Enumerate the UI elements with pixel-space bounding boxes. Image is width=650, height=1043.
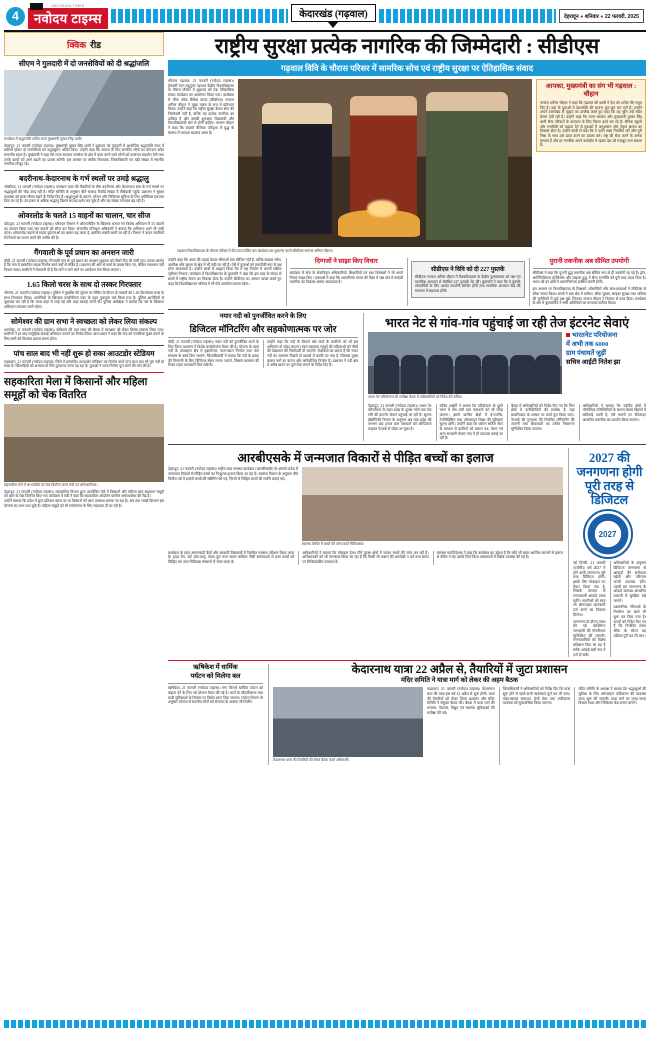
census-headline[interactable]: 2027 की जनगणना होगी पूरी तरह से डिजिटल bbox=[576, 451, 643, 508]
qr-body-1: जोशीमठ, 21 फरवरी (नवोदय टाइम्स)। चारधाम यात्रा की तैयारियों के बीच बदरीनाथ और केदारनाथ धाम के गर्भ स्थलों पर श्रद्धालुओं की भीड़ उमड़ रही है। मंदिर समिति के अनुसार बीते सप्ताह रिकॉर्ड संख्या में तीर्थयात्री पहुंचे। प्रशासन ने सुरक्षा व्यवस्था को चाक-चौबंद रखने के निर्देश दिए हैं। श्रद्धालुओं के ठहरने, भोजन और चिकित्सा सुविधा के लिए अतिरिक्त इंतजाम किए जा रहे हैं। 20 हजार से अधिक श्रद्धालु पिछले सप्ताह दर्शन कर चुके हैं और यह संख्या लगातार बढ़ रही है। bbox=[4, 185, 164, 204]
census-body-2: अधिकारियों के अनुसार डिजिटल जनगणना से आंकड़ों की सटीकता बढ़ेगी और परिणाम जल्दी उपलब्ध होंगे। पहली बार जनगणना के आंकड़े क्लाउड आधारित प्रणाली में सुरक्षित रखे जाएंगे। bbox=[613, 561, 646, 603]
bullet-icon bbox=[566, 333, 570, 337]
lead-pura-title: पुरानी तकनीक अब सीमित उपयोगी bbox=[549, 258, 630, 265]
lead-col-b bbox=[286, 258, 404, 306]
qr-headline-1[interactable]: बदरीनाथ-केदारनाथ के गर्भ स्थलों पर उमड़े श्रद्धालु bbox=[19, 174, 149, 184]
dateline bbox=[559, 9, 644, 23]
nayar-kicker-2[interactable]: डिजिटल मॉनिटरिंग और सहकोणात्मक पर जोर bbox=[189, 323, 337, 334]
lead-col-a bbox=[168, 258, 282, 306]
bharatnet-subhead-block bbox=[566, 332, 646, 402]
quick-read-label-black: रीड bbox=[90, 40, 101, 50]
rbsk-body-4: स्वास्थ्य महानिदेशक ने कहा कि कार्यक्रम का उद्देश्य है कि कोई भी बच्चा आर्थिक कारणों से इलाज से वंचित न रहे। इसके लिए जिला अस्पतालों में विशेष व्यवस्था की गई है। bbox=[436, 550, 563, 560]
lead-smallbox-body: कार्यक्रम में सेना के सेवानिवृत्त अधिकारियों, शिक्षाविदों एवं रक्षा विशेषज्ञों ने भी अपने विचार साझा किए। वक्ताओं ने कहा कि आत्मनिर्भर भारत की दिशा में रक्षा क्षेत्र में स्वदेशी तकनीक का विकास अत्यंत आवश्यक है। bbox=[289, 271, 403, 285]
bottom-left-headline[interactable]: सहकारिता मेला में किसानों और महिला समूहों को चेक वितरित bbox=[4, 377, 148, 402]
bharatnet-sub-0: भारतनेट परियोजना bbox=[572, 331, 618, 339]
rbsk-caption: स्वास्थ्य शिविर में बच्चों की जांच करते चिकित्सक। bbox=[302, 542, 365, 547]
qr-body-0: देहरादून, 21 फरवरी (नवोदय टाइम्स)। मुख्यमंत्री पुष्कर सिंह धामी ने शुक्रवार को गुलदारी में आयोजित श्रद्धांजलि सभा में शामिल होकर दो जनसेवियों को श्रद्धासुमन अर्पित किए। उन्होंने कहा कि समाज के लिए समर्पित लोगों का योगदान सदैव स्मरणीय रहता है। मुख्यमंत्री ने कहा कि राज्य सरकार जनसेवा के क्षेत्र में काम करने वाले लोगों को हरसंभव सहयोग देगी तथा उनके कार्यों को आगे बढ़ाने का प्रयास करेगी। इस अवसर पर क्षेत्रीय विधायक, जिलाधिकारी एवं बड़ी संख्या में स्थानीय नागरिक मौजूद रहे। bbox=[4, 143, 164, 167]
census-body-3: जनगणना के दौरान एकत्र की गई व्यक्तिगत जानकारी की गोपनीयता सुनिश्चित की जाएगी। गणनाकर्मियों को विशेष प्रशिक्षण दिया जा रहा है ताकि आंकड़े सही रूप में दर्ज हो सकें। bbox=[573, 619, 606, 657]
qr-caption-0: कार्यक्रम में श्रद्धांजलि अर्पित करते मुख्यमंत्री पुष्कर सिंह धामी। bbox=[4, 137, 83, 141]
lead-photo bbox=[238, 79, 532, 247]
census-body-1: नई दिल्ली, 21 फरवरी (एजेंसी)। वर्ष 2027 में होने वाली जनगणना पूरी तरह डिजिटल होगी। इसके लिए मोबाइल एप तैयार किया गया है, जिसके माध्यम से गणनाकर्मी आंकड़े एकत्र करेंगे। नागरिकों को स्वयं भी ऑनलाइन जानकारी दर्ज करने का विकल्प मिलेगा। bbox=[573, 561, 606, 617]
bottom-right-body-2: जिलाधिकारी ने अधिकारियों को निर्देश दिए कि यात्रा शुरू होने से पहले सभी व्यवस्थाएं पूर्ण कर ली जाएं। घोड़ा-खच्चर संचालन, हेली सेवा तथा पंजीकरण व्यवस्था को सुव्यवस्थित किया जाएगा। bbox=[502, 687, 571, 706]
dateline-date: 22 फरवरी, 2025 bbox=[604, 14, 639, 20]
qr-headline-2[interactable]: ओवरलोड के चलते 15 वाहनों का चालान, चार सीज bbox=[17, 210, 151, 220]
bottom-left-caption: सहकारिता मेले में लाभार्थियों को चेक वितरित करते मंत्री एवं अधिकारीगण। bbox=[4, 483, 98, 488]
bottom-right-story bbox=[268, 664, 646, 765]
bharatnet-sub-3: सचिव आईटी नितेश झा bbox=[566, 358, 621, 366]
bottom-right-body-3: मंदिर समिति के अध्यक्ष ने बताया कि श्रद्धालुओं की सुविधा के लिए ऑनलाइन पंजीकरण की व्यवस्था जल्द शुरू की जाएगी। यात्रा मार्ग पर जगह-जगह विश्राम स्थल और चिकित्सा केंद्र बनाए जाएंगे। bbox=[578, 687, 647, 706]
dateline-sep-1: ● bbox=[580, 14, 584, 20]
quick-read-column bbox=[4, 32, 164, 1017]
dateline-city: देहरादून bbox=[564, 14, 579, 20]
qr-body-3: पौड़ी, 21 फरवरी (नवोदय टाइम्स)। गैंगवाली गांव के पूर्व प्रधान का अनशन शुक्रवार को तीसरे दिन भी जारी रहा। उनका आरोप है कि गांव में प्रस्तावित सड़क निर्माण कार्य वर्षों से लंबित है। प्रशासन की ओर से वार्ता के प्रयास किए गए, लेकिन समाधान नहीं निकल सका। ग्रामीणों ने चेतावनी दी है कि मांगें न माने जाने पर आंदोलन तेज किया जाएगा। bbox=[4, 258, 164, 273]
census-body-4: प्रशासनिक सीमाओं के निर्धारण का कार्य भी शुरू कर दिया गया है। राज्यों को निर्देश दिए गए हैं कि निर्धारित समय सीमा के भीतर यह प्रक्रिया पूरी कर ली जाए। bbox=[613, 605, 646, 638]
bottom-right-headline[interactable]: केदारनाथ यात्रा 22 अप्रैल से, तैयारियों में जुटा प्रशासन bbox=[351, 664, 568, 677]
story-bharatnet bbox=[363, 313, 646, 441]
qr-headline-6[interactable]: पांच साल बाद भी नहीं शुरू हो सका आउटडोर स्टेडियम bbox=[13, 348, 155, 358]
qr-headline-0[interactable]: सीएम ने गुलदारी में दो जनसेवियों को दी श्रद्धांजलि bbox=[18, 59, 150, 68]
lead-col-c bbox=[407, 258, 525, 306]
lead-smallbox-title: दिग्गजों ने साझा किए विचार bbox=[314, 258, 378, 265]
bharatnet-headline[interactable]: भारत नेट से गांव-गांव पहुंचाई जा रही तेज इंटरनेट सेवाएं bbox=[385, 315, 629, 330]
bottom-mid-story bbox=[168, 664, 263, 765]
lead-sidebox-col bbox=[536, 79, 646, 247]
dateline-day: शनिवार bbox=[584, 14, 599, 20]
rbsk-body-2: कार्यक्रम के तहत आंगनबाड़ी केंद्रों और सरकारी विद्यालयों में नियमित स्वास्थ्य परीक्षण किया जाता है। हृदय रोग, कटे होंठ-तालू, क्लब फुट तथा श्रवण बाधिता जैसी समस्याओं से ग्रस्त बच्चों को चिह्नित कर उच्च चिकित्सा संस्थानों में भेजा जाता है। bbox=[168, 550, 295, 565]
qr-body-2: कोटद्वार, 21 फरवरी (नवोदय टाइम्स)। परिवहन विभाग ने ओवरलोडिंग के खिलाफ चलाए गए विशेष अभियान में 15 वाहनों का चालान किया तथा चार वाहनों को सीज कर दिया। संभागीय परिवहन अधिकारी ने बताया कि अभियान आगे भी जारी रहेगा। ओवरलोड वाहनों से सड़क दुर्घटनाओं का खतरा बढ़ जाता है, इसलिए सख्ती बरती जा रही है। विभाग ने वाहन स्वामियों से नियमों का पालन करने की अपील की है। bbox=[4, 221, 164, 241]
edition-badge bbox=[291, 4, 376, 29]
edition-badge-label: केदारखंड (गढ़वाल) bbox=[291, 4, 376, 22]
bharatnet-sub-1: में अभी तक 6000 bbox=[566, 340, 609, 348]
bharatnet-body-3: बैठक में अधिकारियों को निर्देश दिए गए कि जिन क्षेत्रों में कनेक्टिविटी की समस्या है, वहां प्राथमिकता के आधार पर कार्य पूरा किया जाए। नेटवर्क की गुणवत्ता की नियमित मॉनिटरिंग की जाएगी तथा शिकायतों का त्वरित निस्तारण सुनिश्चित किया जाएगा। bbox=[511, 403, 575, 432]
lead-body-1: श्रीनगर गढ़वाल, 21 फरवरी (नवोदय टाइम्स)। हेमवती नंदन बहुगुणा गढ़वाल केंद्रीय विश्वविद्यालय के चौरास परिसर में शुक्रवार को एक ऐतिहासिक संवाद कार्यक्रम का आयोजन किया गया। कार्यक्रम में चीफ ऑफ डिफेंस स्टाफ (सीडीएस) जनरल अनिल चौहान ने मुख्य वक्ता के रूप में प्रतिभाग किया। उन्होंने कहा कि राष्ट्रीय सुरक्षा केवल सेना की जिम्मेदारी नहीं है, बल्कि यह प्रत्येक नागरिक का दायित्व है और इसकी शुरुआत विद्यालयी और विश्वविद्यालयी स्तर से होनी चाहिए। जनरल चौहान ने कहा कि बदलते वैश्विक परिदृश्य में युद्ध के स्वरूप में व्यापक बदलाव आया है। bbox=[168, 79, 234, 135]
logo-name: नवोदय टाइम्स bbox=[28, 8, 108, 29]
qr-headline-4[interactable]: 1.65 किलो चरस के साथ दो तस्कर गिरफ्तार bbox=[26, 279, 142, 289]
lead-col-d bbox=[529, 258, 647, 306]
lead-body-3: इस अवसर पर विश्वविद्यालय के शिक्षकों, शोधार्थियों और छात्र-छात्राओं ने सीडीएस से सीधा संवाद किया। छात्रों ने रक्षा क्षेत्र में करियर, सीमा सुरक्षा, साइबर सुरक्षा तथा भविष्य की चुनौतियों से जुड़े प्रश्न पूछे, जिनका जनरल चौहान ने विस्तार से उत्तर दिया। कार्यक्रम के अंत में कुलसचिव ने सभी अतिथियों का धन्यवाद ज्ञापित किया। bbox=[532, 287, 646, 306]
bottom-mid-kicker-2[interactable]: पर्यटन को मिलेगा बल bbox=[190, 673, 241, 681]
qr-headline-3[interactable]: गैंगवाली के पूर्व प्रधान का अनशन जारी bbox=[34, 247, 134, 257]
story-rbsk bbox=[168, 448, 563, 657]
lead-pura-body: सीडीएस ने कहा कि पुरानी युद्ध तकनीक अब सीमित रूप से ही उपयोगी रह गई है। ड्रोन, आर्टिफिशियल इंटेलिजेंस और साइबर युद्ध ने सैन्य रणनीति को पूरी तरह बदल दिया है। भारत को इन क्षेत्रों में आत्मनिर्भरता हासिल करनी होगी। bbox=[532, 271, 646, 285]
lead-yellow-box-body: जनरल अनिल चौहान ने कहा कि गढ़वाल की धरती ने देश को अनेक वीर सपूत दिए हैं। यहां के युवाओं में देशभक्ति की भावना कूट-कूट कर भरी है। उन्होंने अपने उत्तराखंड से जुड़ाव का उल्लेख करते हुए कहा कि यह भूमि उन्हें सदैव प्रेरणा देती रही है। उन्होंने कहा कि राज्य सरकार और मुख्यमंत्री पुष्कर सिंह धामी सैन्य परिवारों के कल्याण के लिए निरंतर कार्य कर रहे हैं। सैनिक स्कूलों और एनसीसी को बढ़ावा देने से युवाओं में अनुशासन और नेतृत्व क्षमता का विकास होता है। उन्होंने छात्रों से कहा कि वे अपने लक्ष्य निर्धारित करें और पूरी निष्ठा के साथ उसे प्राप्त करने का प्रयास करें। राष्ट्र की सेवा करने के अनेक माध्यम हैं और हर नागरिक अपने कार्यक्षेत्र में रहकर देश को मजबूत बना सकता है। bbox=[540, 101, 642, 148]
bharatnet-photo bbox=[368, 332, 562, 394]
newspaper-logo bbox=[28, 4, 108, 29]
rbsk-headline[interactable]: आरबीएसके में जन्मजात विकारों से पीड़ित बच्चों का इलाज bbox=[237, 451, 494, 466]
lead-text-col-1 bbox=[168, 79, 234, 247]
story-census bbox=[568, 448, 646, 657]
nayar-body-1: पौड़ी, 21 फरवरी (नवोदय टाइम्स)। नयार नदी को पुनर्जीवित करने के लिए जिला प्रशासन ने विशेष कार्ययोजना तैयार की है। योजना के तहत नदी के जलग्रहण क्षेत्र में वृक्षारोपण, चाल-खाल निर्माण तथा जल संरक्षण के कार्य किए जाएंगे। जिलाधिकारी ने बताया कि नदी के प्रवाह की निगरानी के लिए डिजिटल सेंसर लगाए जाएंगे, जिससे जलस्तर की रियल टाइम जानकारी मिल सकेगी। bbox=[168, 339, 259, 368]
lead-subhead: गढ़वाल विवि के चौरास परिसर में सामरिक सोच एवं राष्ट्रीय सुरक्षा पर ऐतिहासिक संवाद bbox=[168, 60, 646, 76]
quick-read-header bbox=[4, 32, 164, 56]
footer-stripe-decoration bbox=[4, 1020, 646, 1028]
bottom-left-body-1: देहरादून, 21 फरवरी (नवोदय टाइम्स)। सहकारिता विभाग द्वारा आयोजित मेले में किसानों और महिला स्वयं सहायता समूहों को ऋण के चेक वितरित किए गए। कार्यक्रम में मंत्री ने कहा कि सहकारिता आंदोलन ग्रामीण अर्थव्यवस्था की रीढ़ है। bbox=[4, 489, 164, 499]
bharatnet-caption: भारत नेट परियोजना की समीक्षा बैठक में अधिकारियों को निर्देश देते सचिव। bbox=[368, 394, 463, 399]
bottom-right-caption: केदारनाथ यात्रा की तैयारियों को लेकर बैठक करते अधिकारी। bbox=[273, 758, 350, 763]
logo-tagline: NAVODAYA TIMES bbox=[51, 3, 85, 8]
qr-body-4: श्रीनगर, 21 फरवरी (नवोदय टाइम्स)। पुलिस ने मुखबिर की सूचना पर चेकिंग के दौरान दो तस्करों को 1.65 किलोग्राम चरस के साथ गिरफ्तार किया। आरोपियों के खिलाफ एनडीपीएस एक्ट के तहत मुकदमा दर्ज किया गया है। पुलिस आरोपियों से पूछताछ कर रही है कि चरस कहां से लाई गई और कहां खपाई जानी थी। पुलिस अधीक्षक ने बताया कि नशे के खिलाफ अभियान लगातार जारी रहेगा। bbox=[4, 290, 164, 309]
qr-body-6: रुद्रप्रयाग, 21 फरवरी (नवोदय टाइम्स)। जिले में प्रस्तावित आउटडोर स्टेडियम का निर्माण कार्य पांच साल बाद भी पूरा नहीं हो सका है। खिलाड़ियों को अभ्यास के लिए दूरदराज जाना पड़ रहा है। युवाओं ने जल्द निर्माण पूरा करने की मांग की है। bbox=[4, 359, 164, 369]
rbsk-body-3: अधिकारियों ने बताया कि मोबाइल हेल्थ टीमें दूरस्थ क्षेत्रों में जाकर बच्चों की जांच कर रही हैं। अभिभावकों को भी जागरूक किया जा रहा है कि किसी भी लक्षण की अनदेखी न करें तथा समय पर चिकित्सकीय परामर्श लें। bbox=[302, 550, 429, 565]
dateline-sep-2: ● bbox=[600, 14, 604, 20]
lead-yellow-box-title: आपका, मुख्यमंत्री का संग भी गढ़वाल : चौहान bbox=[545, 83, 637, 98]
bottom-right-kicker: मंदिर समिति ने यात्रा मार्ग को लेकर की अहम बैठक bbox=[400, 677, 519, 685]
census-emblem-icon: 2027 bbox=[583, 509, 633, 559]
quick-read-label-red: क्विक bbox=[67, 40, 87, 50]
lead-books-box bbox=[411, 261, 525, 298]
qr-photo-0 bbox=[4, 70, 164, 136]
bharatnet-body-4: अधिकारियों ने बताया कि पर्वतीय क्षेत्रों में भौगोलिक परिस्थितियों के कारण केबल बिछाने में कठिनाई आती है, ऐसे स्थानों पर सैटेलाइट आधारित तकनीक का उपयोग किया जाएगा। bbox=[582, 403, 646, 422]
lead-photo-caption: गढ़वाल विश्वविद्यालय के चौरास परिसर में दीप प्रज्ज्वलित कर कार्यक्रम का शुभारंभ करते सीडीएस जनरल अनिल चौहान। bbox=[176, 249, 334, 253]
bottom-mid-body: ऋषिकेश, 21 फरवरी (नवोदय टाइम्स)। गंगा किनारे धार्मिक पर्यटन को बढ़ावा देने के लिए नई योजना तैयार की गई है। घाटों के सौंदर्यीकरण तथा यात्री सुविधाओं के विस्तार पर विशेष ध्यान दिया जाएगा। पर्यटन विभाग के अनुसार योजना से स्थानीय लोगों को रोजगार के अवसर भी मिलेंगे। bbox=[168, 686, 263, 705]
lead-headline[interactable]: राष्ट्रीय सुरक्षा प्रत्येक नागरिक की जिम्मेदारी : सीडीएस bbox=[214, 34, 600, 58]
lead-body-2: उन्होंने कहा कि आज की लड़ाई केवल सीमाओं तक सीमित नहीं है, बल्कि साइबर स्पेस, अंतरिक्ष और सूचना के क्षेत्र में भी लड़ी जा रही है। ऐसे में युवाओं को तकनीकी रूप से दक्ष होना आवश्यक है। उन्होंने छात्रों से आह्वान किया कि वे राष्ट्र निर्माण में अपनी सक्रिय भूमिका निभाएं। कार्यक्रम में विश्वविद्यालय के कुलपति ने कहा कि इस तरह के संवाद से छात्रों में राष्ट्रीय चेतना का विकास होता है। उन्होंने सीडीएस का आभार व्यक्त करते हुए कहा कि विश्वविद्यालय भविष्य में भी ऐसे आयोजन करता रहेगा। bbox=[168, 258, 282, 286]
edition-badge-pointer bbox=[327, 21, 339, 28]
stripe-decoration-left bbox=[111, 9, 288, 23]
qr-headline-5[interactable]: सोमेश्वर की ग्राम सभा ने स्वच्छता को लेकर लिया संकल्प bbox=[10, 316, 157, 326]
main-content bbox=[168, 32, 646, 1017]
bottom-left-photo bbox=[4, 404, 164, 482]
bottom-left-body-2: उन्होंने बताया कि प्रदेश में शून्य प्रतिशत ब्याज दर पर किसानों को ऋण उपलब्ध कराया जा रहा है। अब तक लाखों किसान इस योजना का लाभ उठा चुके हैं। महिला समूहों को भी स्वरोजगार के लिए सहायता दी जा रही है। bbox=[4, 499, 164, 508]
bharatnet-body-1: देहरादून, 21 फरवरी (नवोदय टाइम्स)। भारत नेट परियोजना के तहत प्रदेश के दूरस्थ गांवों तक तेज गति की इंटरनेट सेवाएं पहुंचाई जा रही हैं। सूचना प्रौद्योगिकी विभाग के अनुसार अब तक प्रदेश की लगभग छह हजार ग्राम पंचायतों को ऑप्टिकल फाइबर नेटवर्क से जोड़ा जा चुका है। bbox=[368, 403, 432, 432]
lead-books-body: सीडीएस जनरल अनिल चौहान ने विश्वविद्यालय के केंद्रीय पुस्तकालय को रक्षा एवं सामरिक अध्ययन से संबंधित 227 पुस्तकें भेंट कीं। कुलपति ने कहा कि ये पुस्तकें शोधार्थियों के लिए अत्यंत उपयोगी साबित होंगी तथा सामरिक अध्ययन केंद्र की स्थापना में सहायक होंगी। bbox=[415, 275, 521, 294]
bottom-right-photo bbox=[273, 687, 423, 757]
lead-books-title: सीडीएस ने विवि को दी 227 पुस्तकें bbox=[430, 267, 505, 273]
bharatnet-body-2: सचिव आईटी ने बताया कि परियोजना के दूसरे चरण में शेष बची ग्राम पंचायतों को भी जोड़ा जाएगा। इससे ग्रामीण क्षेत्रों में ई-गवर्नेंस, टेलीमेडिसिन तथा ऑनलाइन शिक्षा की सुविधाएं सुलभ होंगी। उन्होंने कहा कि कॉमन सर्विस सेंटर के माध्यम से ग्रामीणों को प्रमाण पत्र, पेंशन एवं अन्य सरकारी सेवाएं गांव में ही उपलब्ध कराई जा रही हैं। bbox=[439, 403, 503, 441]
stripe-decoration-right bbox=[379, 9, 556, 23]
nayar-body-2: उन्होंने कहा कि नदी के किनारे बसे गांवों के ग्रामीणों को भी इस अभियान से जोड़ा जाएगा। स्वयं सहायता समूहों की महिलाओं को पौधों की देखभाल की जिम्मेदारी दी जाएगी। विशेषज्ञों का कहना है कि नयार नदी का जलस्तर पिछले दो दशकों में काफी घट गया है, जिसका मुख्य कारण वनों का कटान और अनियोजित निर्माण है। प्रशासन ने नदी क्षेत्र में अवैध खनन पर पूर्ण रोक लगाने के निर्देश दिए हैं। bbox=[267, 339, 358, 368]
lead-yellow-box bbox=[536, 79, 646, 152]
bharatnet-sub-2: ग्राम पंचायतें जुड़ीं bbox=[566, 349, 607, 357]
qr-body-5: अल्मोड़ा, 21 फरवरी (नवोदय टाइम्स)। सोमेश्वर की ग्राम सभा की बैठक में स्वच्छता को लेकर विशेष संकल्प लिया गया। ग्रामीणों ने हर माह सामूहिक सफाई अभियान चलाने का निर्णय लिया। ग्राम प्रधान ने कहा कि गांव को प्लास्टिक मुक्त बनाने के लिए सभी को मिलकर प्रयास करना होगा। bbox=[4, 327, 164, 342]
bottom-right-body-1: रुद्रप्रयाग, 21 फरवरी (नवोदय टाइम्स)। केदारनाथ धाम की यात्रा इस वर्ष 22 अप्रैल से शुरू होगी। यात्रा की तैयारियों को लेकर जिला प्रशासन और मंदिर समिति ने संयुक्त बैठक की। बैठक में यात्रा मार्ग की मरम्मत, पेयजल, विद्युत एवं स्वास्थ्य सुविधाओं की समीक्षा की गई। bbox=[427, 687, 495, 715]
story-nayar bbox=[168, 313, 358, 441]
nayar-kicker-1[interactable]: नयार नदी को पुनर्जीवित करने के लिए bbox=[219, 312, 307, 320]
masthead bbox=[4, 0, 646, 30]
rbsk-body-1: देहरादून, 21 फरवरी (नवोदय टाइम्स)। राष्ट्रीय बाल स्वास्थ्य कार्यक्रम (आरबीएसके) के अंतर्गत प्रदेश में जन्मजात विकारों से पीड़ित बच्चों का निःशुल्क इलाज किया जा रहा है। स्वास्थ्य विभाग के अनुसार बीते वित्तीय वर्ष में हजारों बच्चों की स्क्रीनिंग की गई, जिनमें से चिह्नित बच्चों की सर्जरी कराई गई। bbox=[168, 467, 298, 481]
bottom-mid-kicker-1[interactable]: ऋषिकेश में धार्मिक bbox=[193, 664, 238, 672]
rbsk-photo bbox=[302, 467, 563, 541]
page-number-badge: 4 bbox=[6, 7, 25, 26]
